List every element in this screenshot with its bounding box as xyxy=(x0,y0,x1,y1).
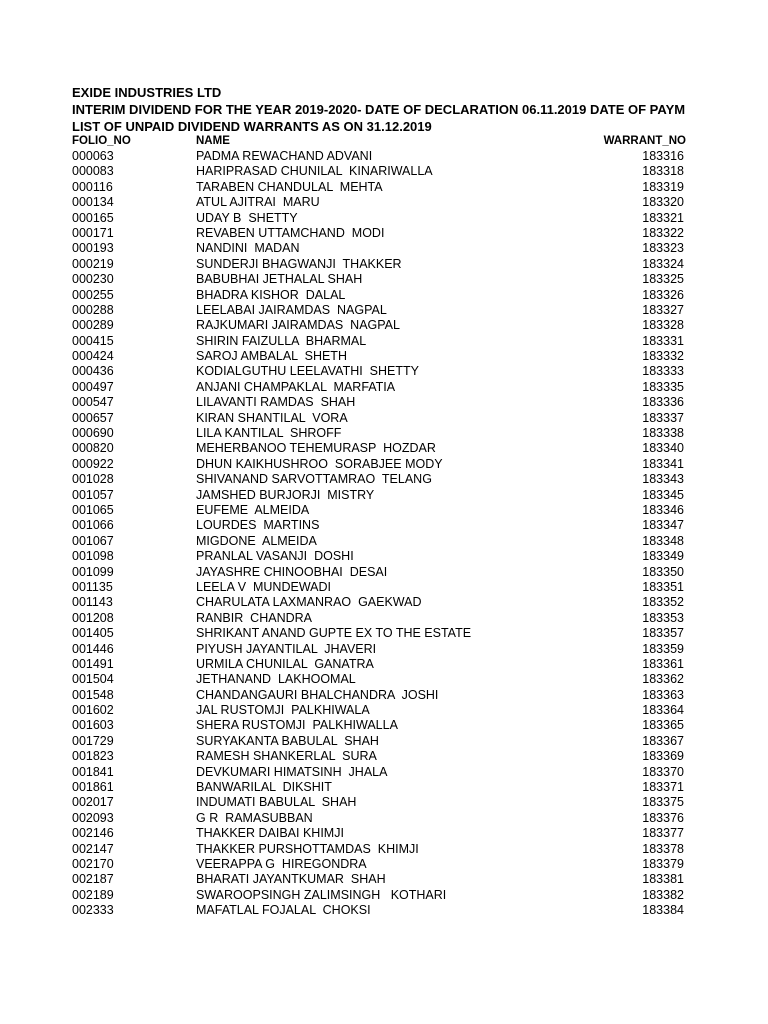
name-cell: SUNDERJI BHAGWANJI THAKKER xyxy=(196,256,402,271)
warrant-cell: 183336 xyxy=(642,395,684,410)
name-cell: PIYUSH JAYANTILAL JHAVERI xyxy=(196,641,377,656)
column-header-name: NAME xyxy=(196,135,230,147)
name-cell: SAROJ AMBALAL SHETH xyxy=(196,349,347,364)
warrant-cell: 183351 xyxy=(642,579,684,594)
warrant-cell: 183357 xyxy=(642,626,684,641)
table-row xyxy=(72,734,768,749)
dividend-declaration-line: INTERIM DIVIDEND FOR THE YEAR 2019-2020- DATE OF DECLARATION 06.11.2019 DATE OF PAYM xyxy=(72,102,686,117)
table-row xyxy=(72,888,768,903)
table-row xyxy=(72,611,768,626)
warrant-cell: 183359 xyxy=(642,641,684,656)
table-row xyxy=(72,272,768,287)
table-row xyxy=(72,349,768,364)
folio-cell: 001491 xyxy=(72,656,114,671)
table-row xyxy=(72,749,768,764)
name-cell: SHIVANAND SARVOTTAMRAO TELANG xyxy=(196,472,432,487)
folio-cell: 000193 xyxy=(72,241,114,256)
name-cell: DHUN KAIKHUSHROO SORABJEE MODY xyxy=(196,456,443,471)
warrant-cell: 183318 xyxy=(642,164,684,179)
table-row xyxy=(72,780,768,795)
name-cell: BANWARILAL DIKSHIT xyxy=(196,780,332,795)
folio-cell: 002146 xyxy=(72,826,114,841)
table-row xyxy=(72,457,768,472)
warrant-cell: 183376 xyxy=(642,810,684,825)
folio-cell: 000116 xyxy=(72,179,113,194)
folio-cell: 000415 xyxy=(72,333,114,348)
warrant-cell: 183377 xyxy=(642,826,684,841)
name-cell: KIRAN SHANTILAL VORA xyxy=(196,410,348,425)
folio-cell: 002170 xyxy=(72,856,114,871)
name-cell: JETHANAND LAKHOOMAL xyxy=(196,672,356,687)
folio-cell: 000424 xyxy=(72,349,114,364)
folio-cell: 000690 xyxy=(72,426,114,441)
table-row xyxy=(72,795,768,810)
table-row xyxy=(72,334,768,349)
name-cell: EUFEME ALMEIDA xyxy=(196,502,310,517)
folio-cell: 002147 xyxy=(72,841,114,856)
name-cell: UDAY B SHETTY xyxy=(196,210,298,225)
name-cell: BHARATI JAYANTKUMAR SHAH xyxy=(196,872,386,887)
folio-cell: 002187 xyxy=(72,872,114,887)
name-cell: INDUMATI BABULAL SHAH xyxy=(196,795,357,810)
warrant-cell: 183338 xyxy=(642,426,684,441)
warrant-cell: 183348 xyxy=(642,533,684,548)
table-row xyxy=(72,565,768,580)
folio-cell: 000289 xyxy=(72,318,114,333)
warrant-cell: 183328 xyxy=(642,318,684,333)
table-row xyxy=(72,288,768,303)
warrant-cell: 183379 xyxy=(642,856,684,871)
folio-cell: 000547 xyxy=(72,395,114,410)
folio-cell: 001729 xyxy=(72,733,114,748)
name-cell: URMILA CHUNILAL GANATRA xyxy=(196,656,374,671)
name-cell: LOURDES MARTINS xyxy=(196,518,320,533)
folio-cell: 001861 xyxy=(72,780,114,795)
folio-cell: 001098 xyxy=(72,549,114,564)
name-cell: JAMSHED BURJORJI MISTRY xyxy=(196,487,375,502)
name-cell: BABUBHAI JETHALAL SHAH xyxy=(196,272,363,287)
folio-cell: 000219 xyxy=(72,256,114,271)
column-header-folio: FOLIO_NO xyxy=(72,135,131,147)
table-row xyxy=(72,595,768,610)
warrant-cell: 183335 xyxy=(642,379,684,394)
warrant-cell: 183325 xyxy=(642,272,684,287)
table-row xyxy=(72,503,768,518)
table-row xyxy=(72,226,768,241)
table-row xyxy=(72,672,768,687)
name-cell: ATUL AJITRAI MARU xyxy=(196,195,320,210)
warrant-cell: 183322 xyxy=(642,225,684,240)
warrant-table-body xyxy=(72,149,768,919)
document-page xyxy=(72,84,768,919)
table-row xyxy=(72,765,768,780)
table-row xyxy=(72,688,768,703)
name-cell: THAKKER PURSHOTTAMDAS KHIMJI xyxy=(196,841,419,856)
table-row xyxy=(72,303,768,318)
folio-cell: 001066 xyxy=(72,518,114,533)
table-row xyxy=(72,518,768,533)
table-row xyxy=(72,549,768,564)
table-row xyxy=(72,426,768,441)
folio-cell: 001065 xyxy=(72,502,114,517)
folio-cell: 001028 xyxy=(72,472,114,487)
warrant-cell: 183332 xyxy=(642,349,684,364)
table-row xyxy=(72,826,768,841)
warrant-cell: 183367 xyxy=(642,733,684,748)
name-cell: LILA KANTILAL SHROFF xyxy=(196,426,342,441)
table-row xyxy=(72,626,768,641)
folio-cell: 000063 xyxy=(72,149,114,163)
warrant-cell: 183349 xyxy=(642,549,684,564)
folio-cell: 001602 xyxy=(72,703,114,718)
name-cell: LILAVANTI RAMDAS SHAH xyxy=(196,395,356,410)
name-cell: RAMESH SHANKERLAL SURA xyxy=(196,749,377,764)
table-row xyxy=(72,534,768,549)
table-row xyxy=(72,380,768,395)
folio-cell: 000083 xyxy=(72,164,114,179)
warrant-cell: 183331 xyxy=(642,333,684,348)
folio-cell: 001135 xyxy=(72,579,113,594)
warrant-cell: 183352 xyxy=(642,595,684,610)
name-cell: MIGDONE ALMEIDA xyxy=(196,533,317,548)
folio-cell: 000230 xyxy=(72,272,114,287)
name-cell: ANJANI CHAMPAKLAL MARFATIA xyxy=(196,379,396,394)
table-row xyxy=(72,842,768,857)
name-cell: DEVKUMARI HIMATSINH JHALA xyxy=(196,764,388,779)
name-cell: VEERAPPA G HIREGONDRA xyxy=(196,856,367,871)
warrant-cell: 183353 xyxy=(642,610,684,625)
warrant-cell: 183333 xyxy=(642,364,684,379)
table-row xyxy=(72,811,768,826)
table-row xyxy=(72,364,768,379)
table-row xyxy=(72,211,768,226)
list-title: LIST OF UNPAID DIVIDEND WARRANTS AS ON 31.12.2019 xyxy=(72,119,432,134)
warrant-cell: 183371 xyxy=(642,780,684,795)
warrant-cell: 183337 xyxy=(642,410,684,425)
table-row xyxy=(72,903,768,918)
warrant-cell: 183327 xyxy=(642,302,684,317)
warrant-cell: 183340 xyxy=(642,441,684,456)
folio-cell: 002017 xyxy=(72,795,114,810)
table-row xyxy=(72,164,768,179)
name-cell: CHANDANGAURI BHALCHANDRA JOSHI xyxy=(196,687,439,702)
name-cell: KODIALGUTHU LEELAVATHI SHETTY xyxy=(196,364,419,379)
folio-cell: 001405 xyxy=(72,626,114,641)
warrant-cell: 183369 xyxy=(642,749,684,764)
warrant-cell: 183378 xyxy=(642,841,684,856)
table-row xyxy=(72,718,768,733)
name-cell: MEHERBANOO TEHEMURASP HOZDAR xyxy=(196,441,436,456)
name-cell: LEELABAI JAIRAMDAS NAGPAL xyxy=(196,302,387,317)
warrant-cell: 183384 xyxy=(642,903,684,918)
folio-cell: 001067 xyxy=(72,533,114,548)
name-cell: NANDINI MADAN xyxy=(196,241,300,256)
folio-cell: 001841 xyxy=(72,764,114,779)
table-row xyxy=(72,657,768,672)
folio-cell: 000288 xyxy=(72,302,114,317)
warrant-cell: 183326 xyxy=(642,287,684,302)
folio-cell: 001548 xyxy=(72,687,114,702)
name-cell: JAYASHRE CHINOOBHAI DESAI xyxy=(196,564,388,579)
table-row xyxy=(72,441,768,456)
name-cell: RANBIR CHANDRA xyxy=(196,610,312,625)
table-row xyxy=(72,488,768,503)
table-row xyxy=(72,857,768,872)
name-cell: PRANLAL VASANJI DOSHI xyxy=(196,549,354,564)
folio-cell: 000436 xyxy=(72,364,114,379)
warrant-cell: 183361 xyxy=(642,656,684,671)
folio-cell: 000171 xyxy=(72,225,114,240)
warrant-cell: 183350 xyxy=(642,564,684,579)
table-row xyxy=(72,180,768,195)
warrant-cell: 183316 xyxy=(642,149,684,163)
folio-cell: 000922 xyxy=(72,456,114,471)
table-row xyxy=(72,149,768,164)
name-cell: CHARULATA LAXMANRAO GAEKWAD xyxy=(196,595,422,610)
name-cell: RAJKUMARI JAIRAMDAS NAGPAL xyxy=(196,318,400,333)
table-header xyxy=(72,133,768,149)
table-row xyxy=(72,195,768,210)
name-cell: BHADRA KISHOR DALAL xyxy=(196,287,346,302)
folio-cell: 000255 xyxy=(72,287,114,302)
table-row xyxy=(72,580,768,595)
warrant-cell: 183341 xyxy=(642,456,684,471)
folio-cell: 001208 xyxy=(72,610,114,625)
name-cell: SHERA RUSTOMJI PALKHIWALLA xyxy=(196,718,398,733)
name-cell: SHIRIN FAIZULLA BHARMAL xyxy=(196,333,367,348)
table-row xyxy=(72,411,768,426)
name-cell: MAFATLAL FOJALAL CHOKSI xyxy=(196,903,371,918)
name-cell: JAL RUSTOMJI PALKHIWALA xyxy=(196,703,370,718)
name-cell: G R RAMASUBBAN xyxy=(196,810,313,825)
folio-cell: 000497 xyxy=(72,379,114,394)
table-row xyxy=(72,257,768,272)
warrant-cell: 183347 xyxy=(642,518,684,533)
name-cell: TARABEN CHANDULAL MEHTA xyxy=(196,179,383,194)
warrant-cell: 183324 xyxy=(642,256,684,271)
name-cell: HARIPRASAD CHUNILAL KINARIWALLA xyxy=(196,164,433,179)
warrant-cell: 183363 xyxy=(642,687,684,702)
company-name: EXIDE INDUSTRIES LTD xyxy=(72,85,222,100)
table-row xyxy=(72,872,768,887)
name-cell: THAKKER DAIBAI KHIMJI xyxy=(196,826,344,841)
warrant-cell: 183362 xyxy=(642,672,684,687)
warrant-cell: 183343 xyxy=(642,472,684,487)
table-row xyxy=(72,642,768,657)
warrant-cell: 183346 xyxy=(642,502,684,517)
folio-cell: 000134 xyxy=(72,195,114,210)
folio-cell: 002333 xyxy=(72,903,114,918)
warrant-cell: 183370 xyxy=(642,764,684,779)
name-cell: REVABEN UTTAMCHAND MODI xyxy=(196,225,385,240)
table-row xyxy=(72,703,768,718)
name-cell: LEELA V MUNDEWADI xyxy=(196,579,331,594)
warrant-cell: 183375 xyxy=(642,795,684,810)
folio-cell: 001143 xyxy=(72,595,113,610)
warrant-cell: 183364 xyxy=(642,703,684,718)
warrant-cell: 183345 xyxy=(642,487,684,502)
name-cell: PADMA REWACHAND ADVANI xyxy=(196,149,373,163)
folio-cell: 002189 xyxy=(72,887,114,902)
warrant-cell: 183382 xyxy=(642,887,684,902)
column-header-warrant: WARRANT_NO xyxy=(603,135,686,147)
table-row xyxy=(72,318,768,333)
warrant-cell: 183365 xyxy=(642,718,684,733)
folio-cell: 001057 xyxy=(72,487,114,502)
name-cell: SWAROOPSINGH ZALIMSINGH KOTHARI xyxy=(196,887,447,902)
folio-cell: 000820 xyxy=(72,441,114,456)
folio-cell: 001099 xyxy=(72,564,114,579)
table-row xyxy=(72,395,768,410)
folio-cell: 000165 xyxy=(72,210,114,225)
table-row xyxy=(72,472,768,487)
name-cell: SHRIKANT ANAND GUPTE EX TO THE ESTATE xyxy=(196,626,472,641)
folio-cell: 002093 xyxy=(72,810,114,825)
folio-cell: 001504 xyxy=(72,672,114,687)
warrant-cell: 183321 xyxy=(642,210,684,225)
warrant-cell: 183319 xyxy=(642,179,684,194)
warrant-cell: 183320 xyxy=(642,195,684,210)
folio-cell: 000657 xyxy=(72,410,114,425)
name-cell: SURYAKANTA BABULAL SHAH xyxy=(196,733,379,748)
folio-cell: 001446 xyxy=(72,641,114,656)
warrant-cell: 183323 xyxy=(642,241,684,256)
folio-cell: 001603 xyxy=(72,718,114,733)
warrant-cell: 183381 xyxy=(642,872,684,887)
folio-cell: 001823 xyxy=(72,749,114,764)
table-row xyxy=(72,241,768,256)
